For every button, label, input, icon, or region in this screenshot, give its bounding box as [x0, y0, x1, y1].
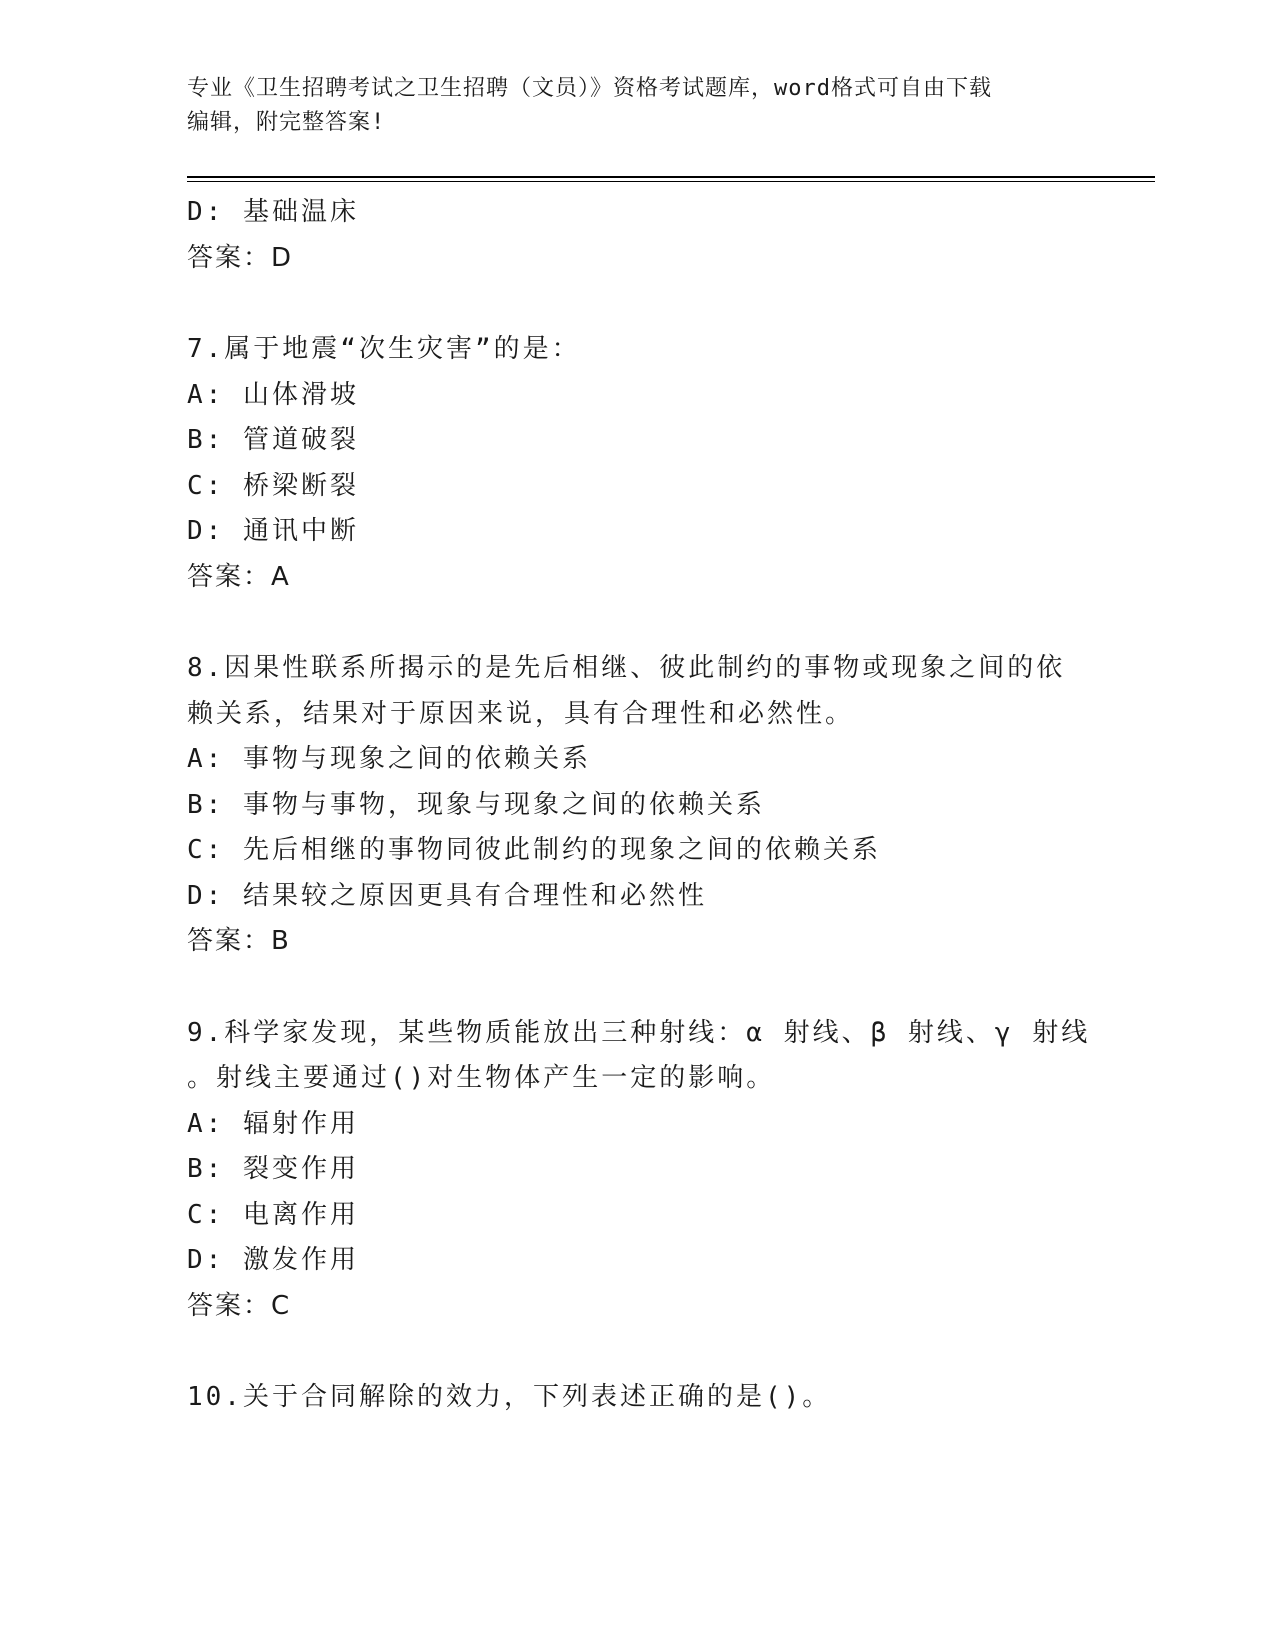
option-c: C: 先后相继的事物同彼此制约的现象之间的依赖关系 [187, 835, 881, 865]
spacer [187, 965, 1087, 1011]
answer: 答案：C [187, 1290, 292, 1321]
answer: 答案：D [187, 242, 294, 273]
spacer [187, 1329, 1087, 1375]
option-b: B: 事物与事物，现象与现象之间的依赖关系 [187, 789, 765, 820]
answer: 答案：A [187, 561, 291, 592]
option-a: A: 山体滑坡 [187, 379, 359, 410]
option-d: D: 激发作用 [187, 1245, 359, 1275]
question-10 [187, 1375, 1087, 1421]
header-line-2: 编辑，附完整答案! [187, 110, 386, 135]
option-c: C: 电离作用 [187, 1199, 359, 1230]
header-line-1: 专业《卫生招聘考试之卫生招聘（文员）》资格考试题库，word格式可自由下载 [187, 76, 992, 101]
question-text: 7.属于地震“次生灾害”的是： [187, 334, 581, 364]
question-6 [187, 190, 1087, 281]
option-d: D: 通讯中断 [187, 516, 359, 546]
option-c: C: 桥梁断裂 [187, 470, 359, 501]
question-8 [187, 646, 1087, 965]
question-text-line-1: 8.因果性联系所揭示的是先后相继、彼此制约的事物或现象之间的依 [187, 653, 1066, 683]
answer: 答案：B [187, 926, 291, 956]
option-d: D: 基础温床 [187, 197, 359, 227]
question-text-line-2: 。射线主要通过()对生物体产生一定的影响。 [187, 1063, 776, 1093]
option-a: A: 辐射作用 [187, 1108, 359, 1139]
option-b: B: 管道破裂 [187, 425, 359, 455]
option-d: D: 结果较之原因更具有合理性和必然性 [187, 880, 707, 911]
question-9 [187, 1011, 1091, 1330]
page-header [187, 72, 1087, 140]
question-7 [187, 327, 1087, 600]
question-text: 10.关于合同解除的效力，下列表述正确的是()。 [187, 1382, 832, 1412]
question-list [187, 190, 1091, 1421]
question-text-line-1: 9.科学家发现，某些物质能放出三种射线：α 射线、β 射线、γ 射线 [187, 1017, 1091, 1048]
header-divider-thick [187, 176, 1155, 178]
option-b: B: 裂变作用 [187, 1154, 359, 1184]
option-a: A: 事物与现象之间的依赖关系 [187, 744, 591, 774]
spacer [187, 281, 1087, 327]
header-divider-thin [187, 181, 1155, 182]
spacer [187, 600, 1087, 646]
question-text-line-2: 赖关系，结果对于原因来说，具有合理性和必然性。 [187, 698, 855, 729]
